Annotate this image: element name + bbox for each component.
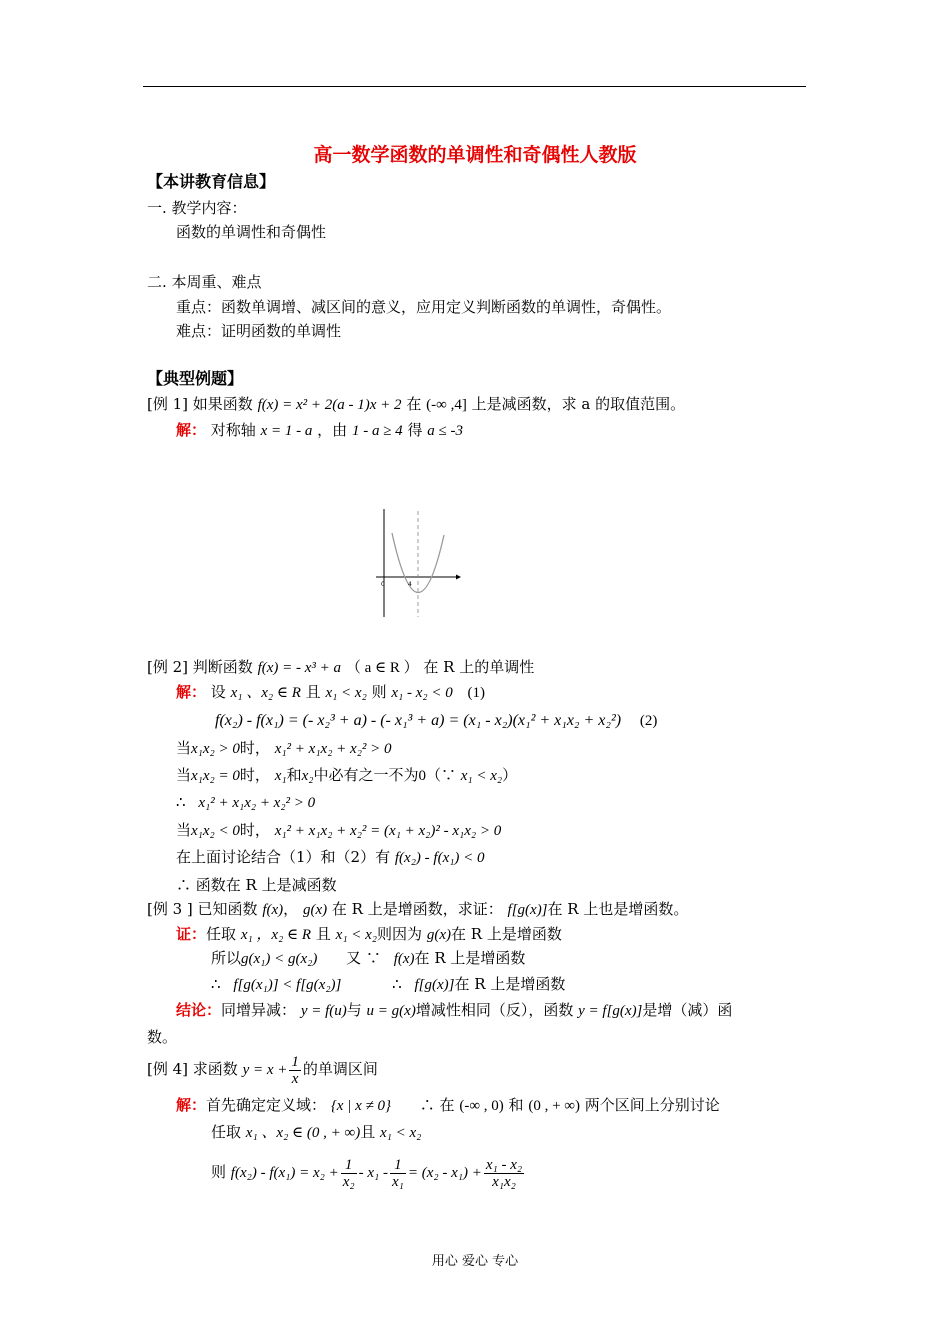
ex2-l2-num: (2)	[639, 713, 658, 729]
ex4-s2-f: x₁ 、x₂ ∈ (0 , + ∞)	[245, 1125, 361, 1141]
ex4-s3-frac-2	[390, 1157, 406, 1190]
ex2-l1-f2: x₁ < x₂	[325, 685, 367, 701]
graph-x-label: 4	[408, 581, 412, 588]
ex2-line-7	[176, 847, 485, 868]
item-key-points: 二. 本周重、难点	[147, 273, 262, 291]
ex3-f2: g(x)	[302, 902, 328, 918]
example-2-question	[147, 657, 534, 678]
ex2-line-6	[176, 820, 501, 841]
ex4-s3-frac-1	[341, 1157, 357, 1190]
ex4-s2-b: 且	[360, 1123, 376, 1141]
ex2-l4-a: 当	[176, 766, 192, 784]
ex2-l7-f: f(x₂) - f(x₁) < 0	[394, 850, 485, 866]
ex4-s3-a: 则	[211, 1163, 227, 1181]
ex4-s3-frac-3	[484, 1157, 524, 1190]
ex1-sol-b: ，由	[317, 421, 348, 439]
ex2-line-8: ∴ 函数在 R 上是减函数	[176, 876, 337, 894]
ex4-solution-line-1	[176, 1095, 720, 1116]
ex2-l4-f5: x₁ < x₂	[460, 768, 503, 784]
ex2-l6-f2: x₁² + x₁x₂ + x₂² = (x₁ + x₂)² - x₁x₂ > 0	[274, 823, 502, 839]
ex4-s2-f2: x₁ < x₂	[380, 1125, 422, 1141]
ex2-line-1	[176, 682, 485, 703]
ex2-l4-f2: x₁	[274, 768, 287, 784]
ex3-c-d: 是增（减）函	[642, 1001, 733, 1019]
ex3-f3: f[g(x)]	[507, 902, 548, 918]
item-teaching-content-text: 函数的单调性和奇偶性	[176, 223, 327, 241]
ex2-cond: （ a ∈ R ）	[345, 660, 419, 676]
page-footer: 用心 爱心 专心	[431, 1254, 519, 1269]
key-point-text: 重点：函数单调增、减区间的意义，应用定义判断函数的单调性，奇偶性。	[176, 298, 672, 316]
graph-x-arrow	[456, 575, 461, 580]
ex2-l3-f2: x₁² + x₁x₂ + x₂² > 0	[274, 741, 392, 757]
ex3-p1-f2: x₁ < x₂	[335, 927, 378, 943]
ex2-l4-f: x₁x₂ = 0	[191, 768, 240, 784]
ex3-p2-a: 所以	[211, 949, 242, 967]
header-rule	[143, 86, 806, 87]
ex2-l1-num: (1)	[467, 685, 486, 701]
ex2-l1-f: x₁ 、x₂ ∈ R	[230, 685, 301, 701]
ex4-s3-d1: x₂	[342, 1173, 355, 1190]
ex3-tail: 在 R 上也是增函数。	[547, 900, 689, 918]
ex4-frac-num: 1	[291, 1053, 299, 1070]
ex4-s1-d: 两个区间上分别讨论	[584, 1096, 720, 1114]
ex3-c-f2: u = g(x)	[366, 1003, 416, 1019]
parabola-graph	[372, 505, 462, 620]
ex3-mid: 在 R 上是增函数，求证：	[331, 900, 503, 918]
ex3-p2-f: g(x₁) < g(x₂)	[241, 951, 318, 967]
ex2-l1-b: 且	[305, 683, 321, 701]
ex2-l3-b: 时，	[239, 739, 270, 757]
ex2-l3-a: 当	[176, 739, 192, 757]
ex2-l4-g: ）	[502, 766, 518, 784]
ex2-l4-f4: 0	[418, 768, 426, 784]
ex2-l1-a: 设	[210, 683, 226, 701]
ex4-label: [例 4] 求函数	[147, 1060, 238, 1078]
ex3-p3-f2: f[g(x)]	[414, 977, 455, 993]
ex3-proof-line-3	[211, 974, 565, 995]
ex4-s3-n1: 1	[341, 1157, 357, 1174]
ex2-l7-a: 在上面讨论结合（1）和（2）有	[176, 848, 391, 866]
ex4-s1-f3: (0 , + ∞)	[528, 1098, 580, 1114]
difficult-point-text: 难点：证明函数的单调性	[176, 322, 342, 340]
ex4-s1-b: ∴ 在	[419, 1096, 455, 1114]
ex3-p3-f: f[g(x₁)] < f[g(x₂)]	[233, 977, 342, 993]
ex2-l6-f: x₁x₂ < 0	[191, 823, 240, 839]
ex3-f1: f(x)	[262, 902, 284, 918]
example-4-question	[147, 1052, 378, 1087]
ex1-sol-c: 得	[407, 421, 423, 439]
ex2-l4-c: 和	[286, 766, 302, 784]
ex3-p2-b: 又 ∵	[346, 949, 381, 967]
ex2-l4-f3: x₂	[301, 768, 314, 784]
ex2-line-4	[176, 765, 517, 786]
ex4-s3-m2: = (x₂ - x₁) +	[407, 1165, 482, 1181]
ex1-label: [例 1] 如果函数	[147, 395, 253, 413]
ex2-l1-f3: x₁ - x₂ < 0	[391, 685, 453, 701]
ex2-l5-f: x₁² + x₁x₂ + x₂² > 0	[198, 795, 316, 811]
ex4-s3-d2: x₁	[391, 1173, 404, 1190]
ex4-s3-n2: 1	[390, 1157, 406, 1174]
ex4-s1-a: 首先确定定义域：	[206, 1096, 327, 1114]
ex1-mid: 在	[406, 395, 422, 413]
ex4-s3-f: f(x₂) - f(x₁) = x₂ +	[230, 1165, 339, 1181]
ex2-l4-b: 时，	[239, 766, 270, 784]
ex2-l4-d: 中必有之一不为	[313, 766, 419, 784]
ex3-label: [例 3 ] 已知函数	[147, 900, 258, 918]
ex3-p1-a: 任取	[206, 925, 237, 943]
ex2-l6-a: 当	[176, 821, 192, 839]
ex4-s1-f2: (-∞ , 0)	[459, 1098, 504, 1114]
ex3-c-c: 增减性相同（反），函数	[415, 1001, 574, 1019]
ex3-c-a: 同增异减：	[221, 1001, 297, 1019]
section-heading-examples: 【典型例题】	[147, 369, 244, 388]
ex4-s1-c: 和	[508, 1096, 524, 1114]
ex3-c-f3: y = f[g(x)]	[578, 1003, 643, 1019]
ex2-l3-f: x₁x₂ > 0	[191, 741, 240, 757]
ex2-label: [例 2] 判断函数	[147, 658, 253, 676]
graph-origin-label: 0	[381, 581, 385, 588]
ex3-proof-label: 证：	[176, 925, 207, 943]
ex3-p3-a: ∴	[211, 975, 221, 993]
ex3-p3-b: ∴	[392, 975, 402, 993]
ex3-c-b: 与	[346, 1001, 362, 1019]
ex4-fraction	[289, 1054, 301, 1087]
example-1-question	[147, 394, 685, 415]
ex3-p1-b: 且	[315, 925, 331, 943]
ex1-sol-f1: x = 1 - a	[260, 423, 313, 439]
ex4-s1-f: {x | x ≠ 0}	[330, 1098, 391, 1114]
ex3-p1-f: x₁ ，x₂ ∈ R	[240, 927, 312, 943]
ex3-p1-f3: g(x)	[426, 927, 451, 943]
ex2-tail: 在 R 上的单调性	[423, 658, 535, 676]
ex1-formula: f(x) = x² + 2(a - 1)x + 2	[257, 397, 402, 413]
ex2-l2-f: f(x₂) - f(x₁) = (- x₂³ + a) - (- x₁³ + a) = (x₁ - x₂)(x₁² + x₁x₂ + x₂²)	[215, 712, 622, 729]
ex3-conclusion-line-1	[176, 1000, 732, 1021]
ex4-s3-m: - x₁ -	[358, 1165, 388, 1181]
ex4-s2-a: 任取	[211, 1123, 242, 1141]
ex4-s3-d3: x₁x₂	[492, 1173, 516, 1190]
item-teaching-content: 一. 教学内容：	[147, 199, 247, 217]
ex3-sep: ，	[283, 900, 299, 918]
ex2-formula: f(x) = - x³ + a	[257, 660, 342, 676]
ex2-line-5	[176, 792, 315, 813]
ex2-line-2	[215, 710, 657, 731]
ex4-solution-line-3	[211, 1150, 526, 1195]
ex3-proof-line-2	[211, 948, 525, 969]
ex3-p2-c: 在 R 上是增函数	[414, 949, 526, 967]
ex4-tail: 的单调区间	[302, 1060, 378, 1078]
ex3-p3-c: 在 R 上是增函数	[454, 975, 566, 993]
ex2-l1-c: 则	[371, 683, 387, 701]
ex1-sol-f2: 1 - a ≥ 4	[351, 423, 403, 439]
ex1-solution-label: 解：	[176, 421, 207, 439]
ex3-p2-f2: f(x)	[393, 951, 415, 967]
ex2-line-3	[176, 738, 392, 759]
ex3-c-f1: y = f(u)	[300, 1003, 347, 1019]
example-3-question	[147, 899, 688, 920]
ex3-conclusion-label: 结论：	[176, 1001, 222, 1019]
ex4-s3-n3: x₁ - x₂	[485, 1156, 523, 1173]
ex2-solution-label: 解：	[176, 683, 207, 701]
ex1-tail: 上是减函数，求 a 的取值范围。	[471, 395, 686, 413]
ex1-sol-a: 对称轴	[210, 421, 256, 439]
section-heading-info: 【本讲教育信息】	[147, 172, 276, 191]
ex2-l4-e: （∵	[425, 766, 456, 784]
ex2-l6-b: 时，	[239, 821, 270, 839]
ex4-f-pre: y = x +	[242, 1062, 288, 1078]
ex3-conclusion-line-2: 数。	[147, 1028, 178, 1046]
example-1-solution	[176, 420, 463, 441]
ex2-l5-a: ∴	[176, 793, 186, 811]
ex1-interval: (-∞ ,4]	[426, 397, 467, 413]
ex3-p1-c: 则因为	[377, 925, 423, 943]
page-title: 高一数学函数的单调性和奇偶性人教版	[313, 144, 637, 166]
ex4-frac-den: x	[291, 1070, 299, 1087]
ex1-sol-f3: a ≤ -3	[427, 423, 463, 439]
ex4-solution-line-2	[211, 1122, 421, 1143]
ex3-proof-line-1	[176, 924, 562, 945]
ex3-p1-d: 在 R 上是增函数	[450, 925, 562, 943]
ex4-solution-label: 解：	[176, 1096, 207, 1114]
